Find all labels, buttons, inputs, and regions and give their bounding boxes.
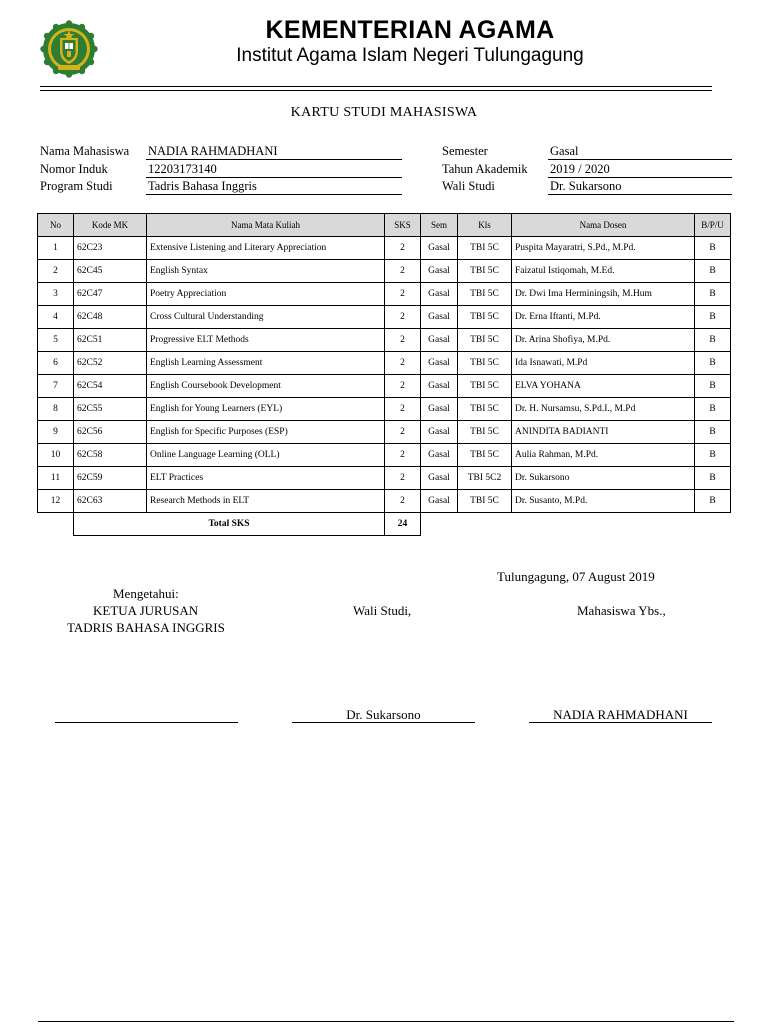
- course-name: Online Language Learning (OLL): [147, 444, 385, 467]
- row-number: 8: [38, 398, 74, 421]
- col-header-lecturer: Nama Dosen: [512, 214, 695, 237]
- col-header-no: No: [38, 214, 74, 237]
- advisor-field: Dr. Sukarsono: [548, 179, 732, 195]
- col-header-kls: Kls: [458, 214, 512, 237]
- course-status: B: [695, 467, 731, 490]
- student-name-field: NADIA RAHMADHANI: [146, 144, 402, 160]
- lecturer-name: ELVA YOHANA: [512, 375, 695, 398]
- course-class: TBI 5C: [458, 398, 512, 421]
- course-name: Poetry Appreciation: [147, 283, 385, 306]
- row-number: 12: [38, 490, 74, 513]
- course-sks: 2: [385, 237, 421, 260]
- course-sks: 2: [385, 306, 421, 329]
- course-code: 62C47: [74, 283, 147, 306]
- course-status: B: [695, 329, 731, 352]
- course-class: TBI 5C: [458, 352, 512, 375]
- head-department: TADRIS BAHASA INGGRIS: [67, 620, 225, 635]
- course-semester: Gasal: [421, 260, 458, 283]
- course-status: B: [695, 421, 731, 444]
- course-sks: 2: [385, 398, 421, 421]
- footer-divider: [38, 1021, 734, 1022]
- total-sks-label: Total SKS: [74, 513, 385, 536]
- lecturer-name: Dr. Arina Shofiya, M.Pd.: [512, 329, 695, 352]
- course-status: B: [695, 237, 731, 260]
- advisor-sign-name: Dr. Sukarsono: [346, 707, 421, 722]
- course-name: Cross Cultural Understanding: [147, 306, 385, 329]
- course-sks: 2: [385, 352, 421, 375]
- course-status: B: [695, 283, 731, 306]
- program-field: Tadris Bahasa Inggris: [146, 179, 402, 195]
- lecturer-name: Ida Isnawati, M.Pd: [512, 352, 695, 375]
- course-name: Progressive ELT Methods: [147, 329, 385, 352]
- course-class: TBI 5C: [458, 421, 512, 444]
- student-signature-line: [529, 722, 712, 723]
- col-header-code: Kode MK: [74, 214, 147, 237]
- course-class: TBI 5C: [458, 237, 512, 260]
- ministry-title: KEMENTERIAN AGAMA: [265, 16, 555, 44]
- advisor-sign-title: Wali Studi,: [353, 603, 412, 618]
- lecturer-name: Dr. Dwi Ima Herminingsih, M.Hum: [512, 283, 695, 306]
- course-status: B: [695, 375, 731, 398]
- lecturer-name: Dr. H. Nursamsu, S.Pd.I., M.Pd: [512, 398, 695, 421]
- semester-field: Gasal: [548, 144, 732, 160]
- course-semester: Gasal: [421, 421, 458, 444]
- course-name: English Learning Assessment: [147, 352, 385, 375]
- course-sks: 2: [385, 421, 421, 444]
- course-sks: 2: [385, 444, 421, 467]
- course-class: TBI 5C: [458, 329, 512, 352]
- course-code: 62C55: [74, 398, 147, 421]
- row-number: 1: [38, 237, 74, 260]
- row-number: 10: [38, 444, 74, 467]
- course-class: TBI 5C: [458, 306, 512, 329]
- table-row: [38, 283, 731, 306]
- course-sks: 2: [385, 490, 421, 513]
- head-title: KETUA JURUSAN: [93, 603, 199, 618]
- course-semester: Gasal: [421, 352, 458, 375]
- col-header-sem: Sem: [421, 214, 458, 237]
- course-code: 62C58: [74, 444, 147, 467]
- row-number: 7: [38, 375, 74, 398]
- course-class: TBI 5C: [458, 260, 512, 283]
- course-status: B: [695, 490, 731, 513]
- lecturer-name: Puspita Mayaratri, S.Pd., M.Pd.: [512, 237, 695, 260]
- col-header-bpu: B/P/U: [695, 214, 731, 237]
- course-semester: Gasal: [421, 329, 458, 352]
- student-nim-field: 12203173140: [146, 162, 402, 178]
- document-title: KARTU STUDI MAHASISWA: [290, 105, 478, 120]
- row-number: 3: [38, 283, 74, 306]
- course-code: 62C52: [74, 352, 147, 375]
- col-header-sks: SKS: [385, 214, 421, 237]
- advisor-label: Wali Studi: [442, 179, 495, 193]
- student-sign-title: Mahasiswa Ybs.,: [577, 603, 666, 618]
- course-status: B: [695, 352, 731, 375]
- row-number: 2: [38, 260, 74, 283]
- course-code: 62C48: [74, 306, 147, 329]
- course-code: 62C51: [74, 329, 147, 352]
- lecturer-name: Aulia Rahman, M.Pd.: [512, 444, 695, 467]
- table-row: [38, 306, 731, 329]
- course-code: 62C54: [74, 375, 147, 398]
- course-class: TBI 5C2: [458, 467, 512, 490]
- table-row: [38, 467, 731, 490]
- course-class: TBI 5C: [458, 444, 512, 467]
- course-code: 62C45: [74, 260, 147, 283]
- course-code: 62C23: [74, 237, 147, 260]
- course-name: English Coursebook Development: [147, 375, 385, 398]
- row-number: 6: [38, 352, 74, 375]
- course-name: ELT Practices: [147, 467, 385, 490]
- total-sks-value: 24: [385, 513, 421, 536]
- institute-name: Institut Agama Islam Negeri Tulungagung: [236, 45, 584, 66]
- semester-label: Semester: [442, 144, 488, 158]
- lecturer-name: Dr. Sukarsono: [512, 467, 695, 490]
- course-semester: Gasal: [421, 398, 458, 421]
- advisor-signature-line: [292, 722, 475, 723]
- course-name: English Syntax: [147, 260, 385, 283]
- lecturer-name: Faizatul Istiqomah, M.Ed.: [512, 260, 695, 283]
- course-class: TBI 5C: [458, 375, 512, 398]
- table-row: [38, 352, 731, 375]
- col-header-course: Nama Mata Kuliah: [147, 214, 385, 237]
- head-signature-line: [55, 722, 238, 723]
- course-code: 62C63: [74, 490, 147, 513]
- table-row: [38, 398, 731, 421]
- table-row: [38, 490, 731, 513]
- course-semester: Gasal: [421, 490, 458, 513]
- course-status: B: [695, 260, 731, 283]
- row-number: 9: [38, 421, 74, 444]
- row-number: 11: [38, 467, 74, 490]
- student-sign-name: NADIA RAHMADHANI: [553, 707, 688, 722]
- table-row: [38, 237, 731, 260]
- course-semester: Gasal: [421, 237, 458, 260]
- course-status: B: [695, 398, 731, 421]
- course-name: Extensive Listening and Literary Appreciation: [147, 237, 385, 260]
- course-sks: 2: [385, 467, 421, 490]
- course-semester: Gasal: [421, 467, 458, 490]
- place-date: Tulungagung, 07 August 2019: [497, 569, 655, 584]
- course-name: English for Specific Purposes (ESP): [147, 421, 385, 444]
- table-row: [38, 421, 731, 444]
- course-sks: 2: [385, 283, 421, 306]
- course-table: [37, 213, 731, 536]
- course-name: Research Methods in ELT: [147, 490, 385, 513]
- course-status: B: [695, 306, 731, 329]
- table-row: [38, 329, 731, 352]
- row-number: 5: [38, 329, 74, 352]
- name-label: Nama Mahasiswa: [40, 144, 130, 158]
- academic-year-label: Tahun Akademik: [442, 162, 528, 176]
- course-code: 62C56: [74, 421, 147, 444]
- academic-year-field: 2019 / 2020: [548, 162, 732, 178]
- course-sks: 2: [385, 375, 421, 398]
- course-class: TBI 5C: [458, 283, 512, 306]
- course-table-body: [38, 237, 731, 513]
- total-row: [38, 513, 731, 536]
- course-sks: 2: [385, 329, 421, 352]
- iain-tulungagung-emblem-icon: [40, 20, 98, 78]
- table-header-row: [38, 214, 731, 237]
- acknowledged-label: Mengetahui:: [113, 586, 179, 601]
- course-status: B: [695, 444, 731, 467]
- course-semester: Gasal: [421, 283, 458, 306]
- course-semester: Gasal: [421, 306, 458, 329]
- header-divider: [40, 86, 712, 87]
- course-semester: Gasal: [421, 375, 458, 398]
- program-label: Program Studi: [40, 179, 113, 193]
- course-code: 62C59: [74, 467, 147, 490]
- table-row: [38, 444, 731, 467]
- lecturer-name: Dr. Susanto, M.Pd.: [512, 490, 695, 513]
- lecturer-name: ANINDITA BADIANTI: [512, 421, 695, 444]
- course-sks: 2: [385, 260, 421, 283]
- header-divider-secondary: [40, 90, 712, 91]
- nim-label: Nomor Induk: [40, 162, 108, 176]
- lecturer-name: Dr. Erna Iftanti, M.Pd.: [512, 306, 695, 329]
- row-number: 4: [38, 306, 74, 329]
- course-name: English for Young Learners (EYL): [147, 398, 385, 421]
- course-class: TBI 5C: [458, 490, 512, 513]
- table-row: [38, 260, 731, 283]
- course-semester: Gasal: [421, 444, 458, 467]
- table-row: [38, 375, 731, 398]
